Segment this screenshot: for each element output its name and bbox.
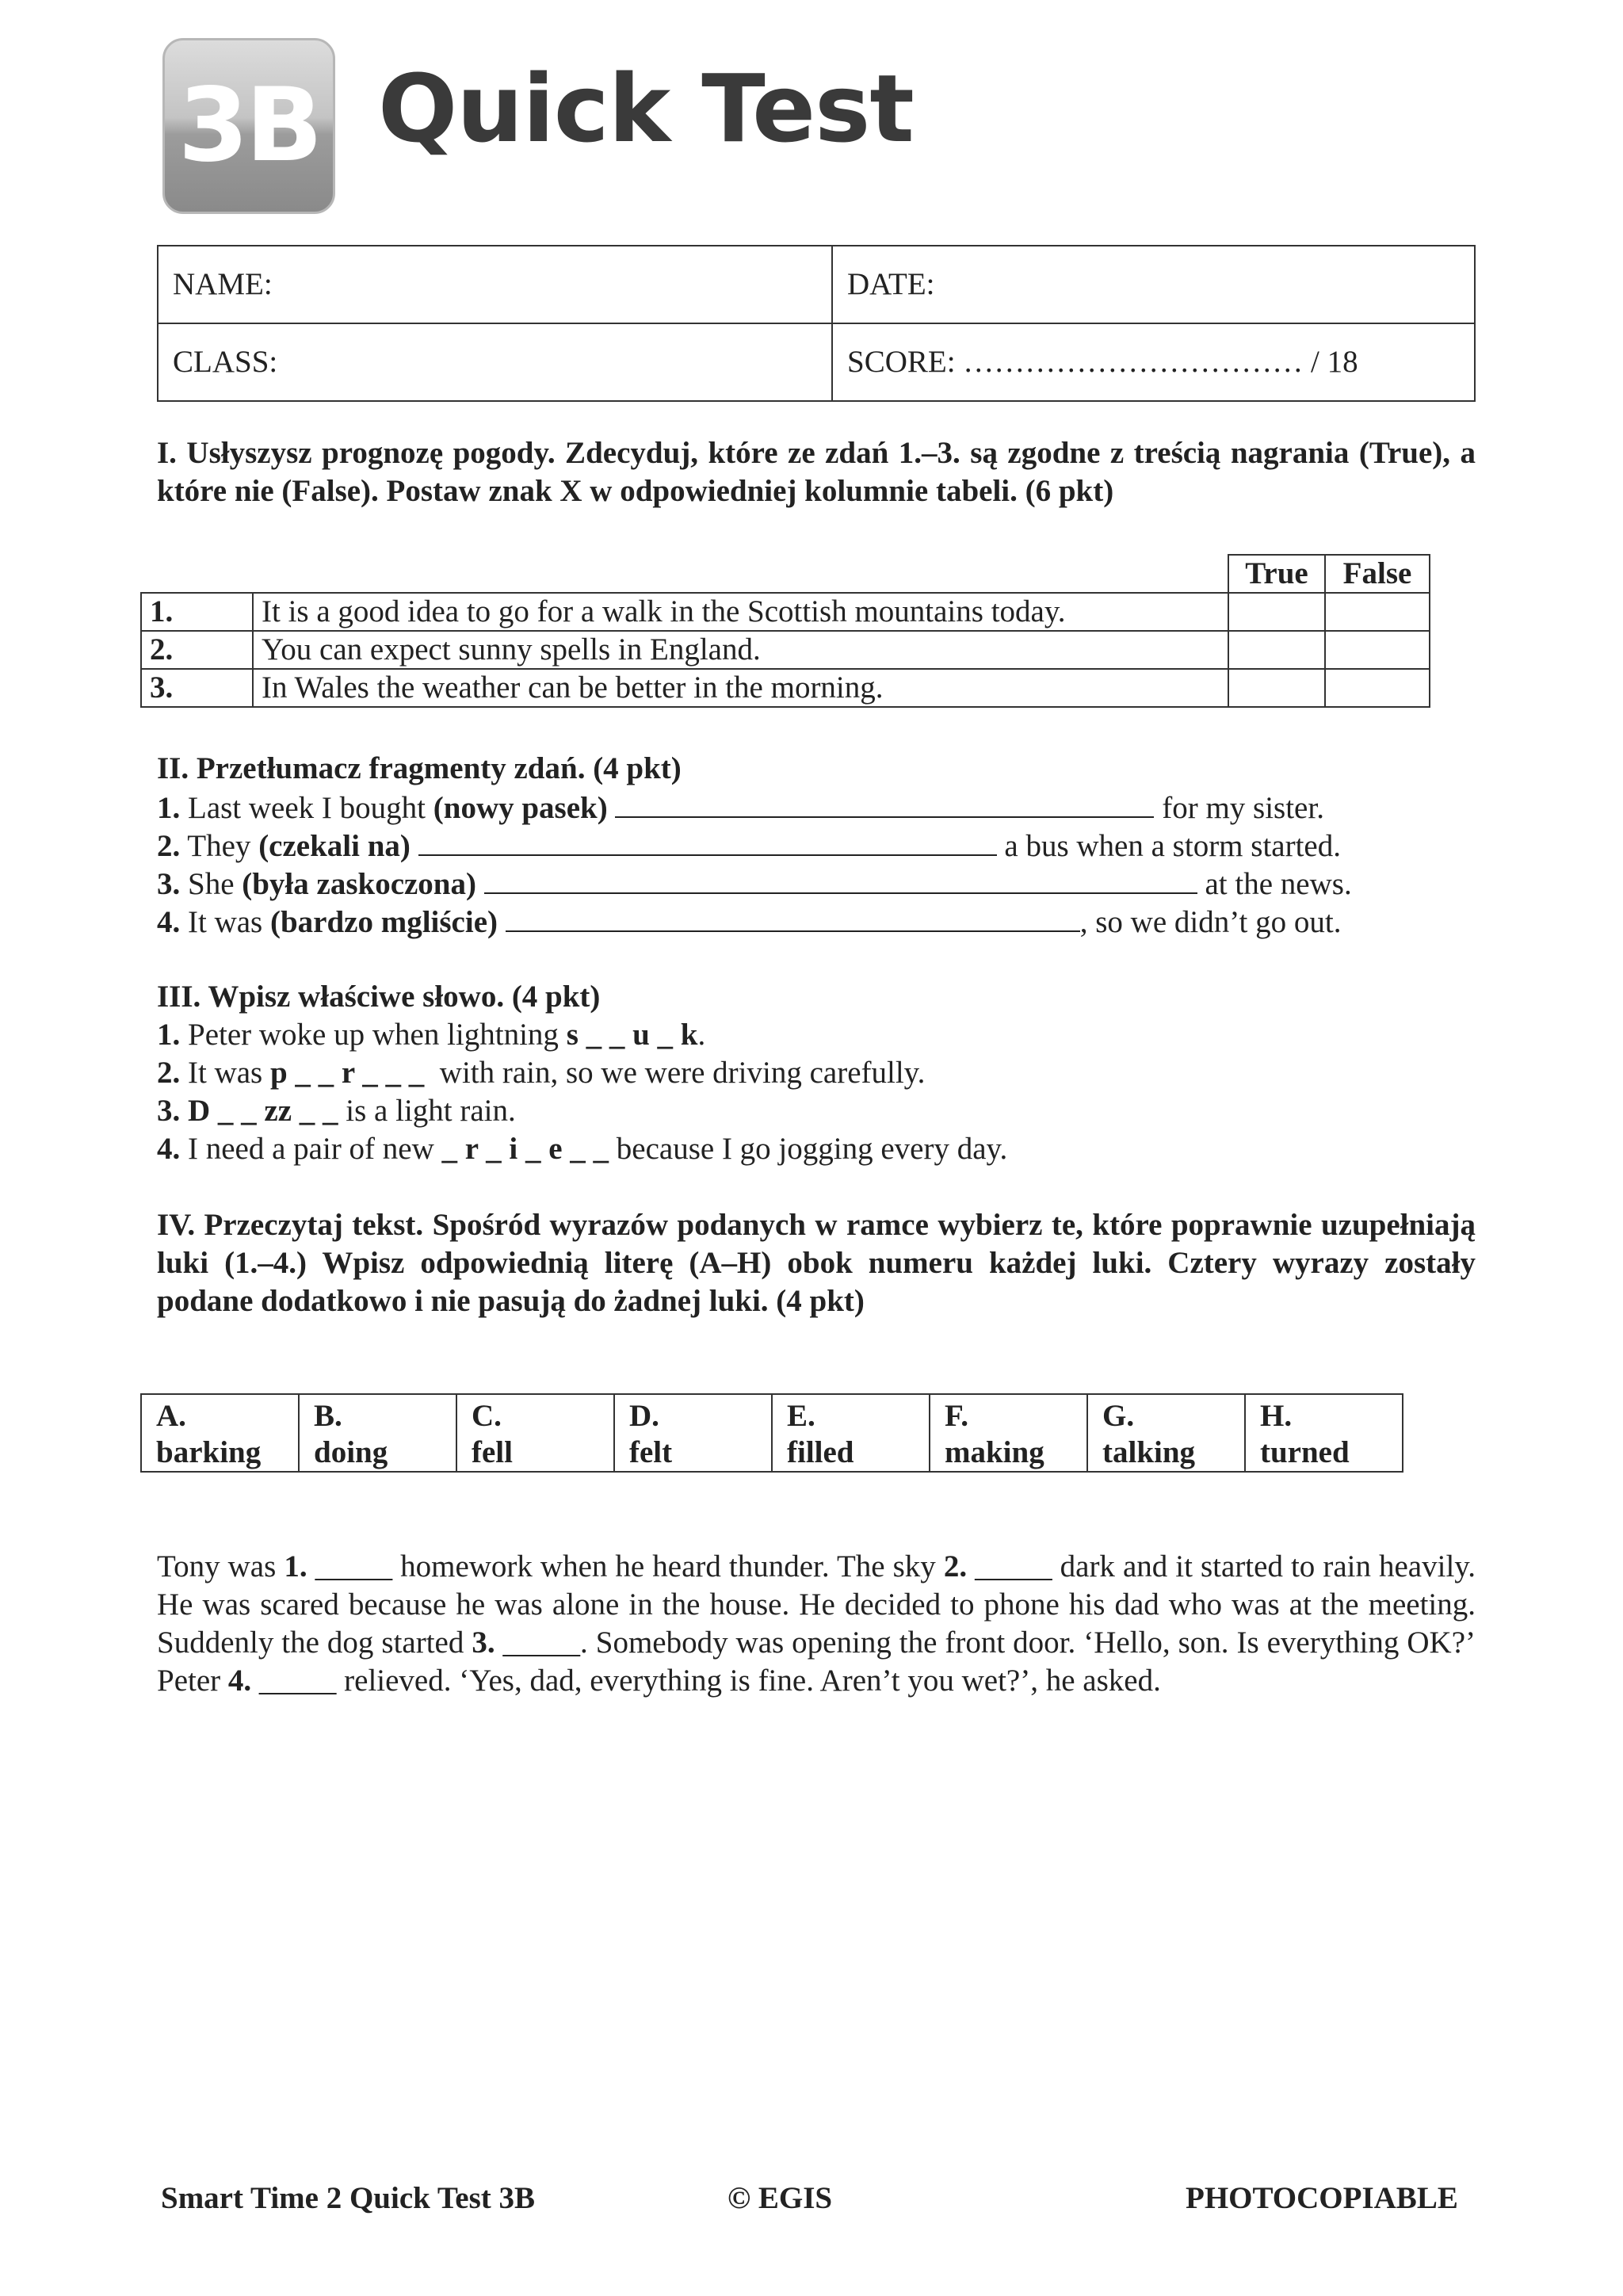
item-number: 4. xyxy=(157,1132,181,1166)
section-3-heading: III. Wpisz właściwe słowo. (4 pkt) xyxy=(157,980,601,1014)
student-info-table xyxy=(157,245,1476,402)
statement-row xyxy=(141,631,1430,669)
class-field[interactable]: CLASS: xyxy=(158,323,832,401)
word-bank-item xyxy=(1087,1394,1245,1472)
statement-row xyxy=(141,669,1430,707)
item-number: 2. xyxy=(157,829,181,863)
option-letter: A. xyxy=(156,1399,186,1433)
reading-text xyxy=(157,1548,1476,1700)
date-field[interactable]: DATE: xyxy=(832,246,1475,323)
statement-number: 3. xyxy=(141,669,253,707)
item-text: Peter woke up when lightning xyxy=(180,1018,567,1052)
word-bank xyxy=(140,1393,1403,1473)
option-word: barking xyxy=(156,1435,262,1469)
translation-item xyxy=(157,788,1324,827)
translation-item xyxy=(157,902,1341,942)
badge-label: 3B xyxy=(178,67,320,185)
option-word: filled xyxy=(787,1435,854,1469)
item-text: . xyxy=(697,1018,706,1052)
translation-hint: (bardzo mgliście) xyxy=(269,905,498,939)
false-answer-cell[interactable] xyxy=(1325,593,1430,631)
word-item xyxy=(157,1054,925,1092)
gap-number[interactable]: 2. xyxy=(943,1549,968,1584)
item-number: 3. xyxy=(157,1094,181,1128)
word-item xyxy=(157,1016,705,1054)
option-letter: E. xyxy=(787,1399,815,1433)
word-bank-item xyxy=(930,1394,1087,1472)
item-text: It was xyxy=(180,1056,270,1090)
option-letter: D. xyxy=(629,1399,659,1433)
option-word: felt xyxy=(629,1435,673,1469)
item-text: is a light rain. xyxy=(338,1094,516,1128)
word-gap[interactable]: _ r _ i _ e _ _ xyxy=(441,1132,609,1166)
item-number: 2. xyxy=(157,1056,181,1090)
item-text: for my sister. xyxy=(1154,791,1324,825)
answer-blank[interactable] xyxy=(418,826,997,856)
word-bank-item xyxy=(1245,1394,1403,1472)
score-field: SCORE: …………………………… / 18 xyxy=(832,323,1475,401)
word-bank-item xyxy=(141,1394,299,1472)
option-word: turned xyxy=(1260,1435,1350,1469)
statement-text: It is a good idea to go for a walk in the Scottish mountains today. xyxy=(253,593,1228,631)
true-column-header: True xyxy=(1228,555,1325,593)
word-bank-item xyxy=(456,1394,614,1472)
statement-text: You can expect sunny spells in England. xyxy=(253,631,1228,669)
word-bank-item xyxy=(772,1394,930,1472)
word-gap[interactable]: p _ _ r _ _ _ xyxy=(269,1056,425,1090)
gap-number[interactable]: 1. xyxy=(284,1549,307,1584)
option-word: talking xyxy=(1102,1435,1196,1469)
answer-blank[interactable] xyxy=(615,788,1154,818)
footer-photocopiable: PHOTOCOPIABLE xyxy=(1186,2181,1458,2215)
section-1-heading: I. Usłyszysz prognozę pogody. Zdecyduj, które ze zdań 1.–3. są zgodne z treścią nagrania (True), a które nie (False). Postaw znak X w odpowiedniej kolumnie tabeli. (6 pkt) xyxy=(157,436,1476,508)
option-letter: G. xyxy=(1102,1399,1135,1433)
word-item xyxy=(157,1092,516,1130)
true-answer-cell[interactable] xyxy=(1228,593,1325,631)
story-text: Tony was xyxy=(157,1549,285,1584)
item-text xyxy=(180,1094,188,1128)
word-item xyxy=(157,1130,1007,1168)
page-title: Quick Test xyxy=(378,54,914,163)
translation-hint: (nowy pasek) xyxy=(433,791,608,825)
item-text: at the news. xyxy=(1197,867,1352,901)
item-text: with rain, so we were driving carefully. xyxy=(424,1056,926,1090)
word-gap[interactable]: D _ _ zz _ _ xyxy=(188,1094,338,1128)
true-answer-cell[interactable] xyxy=(1228,631,1325,669)
item-text: Last week I bought xyxy=(180,791,433,825)
translation-item xyxy=(157,864,1352,904)
story-text: _____ homework when he heard thunder. The sky xyxy=(307,1549,944,1584)
story-text: _____ dark and it started to rain heavily. He was scared because he was alone in the house. He decided to phone his dad who was at the meeting. Suddenly the dog started xyxy=(157,1549,1476,1660)
true-false-table xyxy=(140,554,1430,708)
item-number: 4. xyxy=(157,905,181,939)
answer-blank[interactable] xyxy=(484,864,1197,894)
statement-text: In Wales the weather can be better in the morning. xyxy=(253,669,1228,707)
translation-item xyxy=(157,826,1341,865)
false-answer-cell[interactable] xyxy=(1325,669,1430,707)
story-text: _____ relieved. ‘Yes, dad, everything is fine. Aren’t you wet?’, he asked. xyxy=(251,1664,1161,1698)
item-number: 3. xyxy=(157,867,181,901)
translation-hint: (czekali na) xyxy=(258,829,411,863)
item-text: a bus when a storm started. xyxy=(996,829,1341,863)
false-answer-cell[interactable] xyxy=(1325,631,1430,669)
item-text: I need a pair of new xyxy=(180,1132,442,1166)
word-gap[interactable]: s _ _ u _ k xyxy=(566,1018,698,1052)
word-bank-item xyxy=(614,1394,772,1472)
footer-copyright: © EGIS xyxy=(727,2181,833,2215)
gap-number[interactable]: 4. xyxy=(227,1664,252,1698)
option-word: fell xyxy=(472,1435,513,1469)
section-4-heading: IV. Przeczytaj tekst. Spośród wyrazów podanych w ramce wybierz te, które poprawnie uzupełniają luki (1.–4.) Wpisz odpowiednią literę (A–H) obok numeru każdej luki. Cztery wyrazy zostały podane dodatkowo i nie pasują do żadnej luki. (4 pkt) xyxy=(157,1208,1476,1318)
item-text: She xyxy=(180,867,242,901)
option-letter: H. xyxy=(1260,1399,1293,1433)
option-letter: B. xyxy=(314,1399,342,1433)
gap-number[interactable]: 3. xyxy=(472,1626,495,1660)
answer-blank[interactable] xyxy=(506,902,1080,932)
item-text: It was xyxy=(180,905,270,939)
item-number: 1. xyxy=(157,791,181,825)
section-2-heading: II. Przetłumacz fragmenty zdań. (4 pkt) xyxy=(157,751,682,785)
false-column-header: False xyxy=(1325,555,1430,593)
option-word: doing xyxy=(314,1435,388,1469)
item-text: , so we didn’t go out. xyxy=(1079,905,1342,939)
item-text: They xyxy=(180,829,259,863)
word-bank-item xyxy=(299,1394,456,1472)
true-answer-cell[interactable] xyxy=(1228,669,1325,707)
test-badge xyxy=(162,38,335,214)
option-letter: C. xyxy=(472,1399,502,1433)
name-field[interactable]: NAME: xyxy=(158,246,832,323)
option-letter: F. xyxy=(945,1399,968,1433)
item-number: 1. xyxy=(157,1018,181,1052)
footer-course-title: Smart Time 2 Quick Test 3B xyxy=(161,2181,536,2215)
story-text: _____. Somebody was opening the front door. ‘Hello, son. Is everything OK?’ Peter xyxy=(157,1626,1476,1698)
statement-number: 2. xyxy=(141,631,253,669)
item-text: because I go jogging every day. xyxy=(609,1132,1008,1166)
statement-row xyxy=(141,593,1430,631)
option-word: making xyxy=(945,1435,1044,1469)
translation-hint: (była zaskoczona) xyxy=(242,867,476,901)
statement-number: 1. xyxy=(141,593,253,631)
